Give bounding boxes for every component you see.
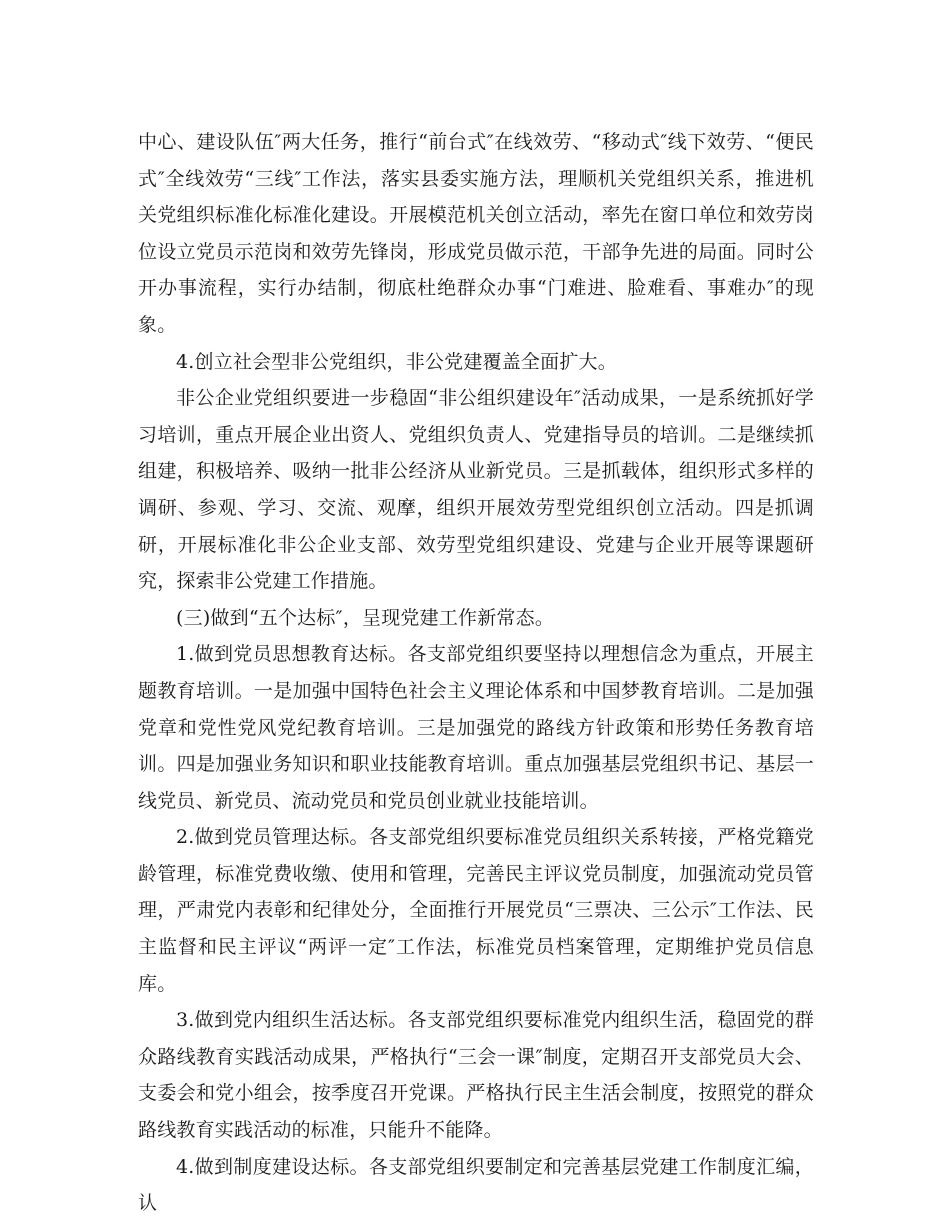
paragraph-item-2: 2.做到党员管理达标。各支部党组织要标准党员组织关系转接，严格党籍党龄管理，标准党费收缴、使用和管理，完善民主评议党员制度，加强流动党员管理，严肃党内表彰和纪律处分，全面推行开展党员“三票决、三公示″工作法、民主监督和民主评议“两评一定″工作法，标准党员档案管理，定期维护党员信息库。 bbox=[138, 826, 814, 995]
document-page bbox=[138, 124, 814, 1222]
paragraph-item-3: 3.做到党内组织生活达标。各支部党组织要标准党内组织生活，稳固党的群众路线教育实践活动成果，严格执行“三会一课″制度，定期召开支部党员大会、支委会和党小组会，按季度召开党课。严格执行民主生活会制度，按照党的群众路线教育实践活动的标准，只能升不能降。 bbox=[138, 1009, 814, 1142]
paragraph-body: 非公企业党组织要进一步稳固“非公组织建设年″活动成果，一是系统抓好学习培训，重点开展企业出资人、党组织负责人、党建指导员的培训。二是继续抓组建，积极培养、吸纳一批非公经济从业新党员。三是抓载体，组织形式多样的调研、参观、学习、交流、观摩，组织开展效劳型党组织创立活动。四是抓调研，开展标准化非公企业支部、效劳型党组织建设、党建与企业开展等课题研究，探索非公党建工作措施。 bbox=[138, 387, 814, 593]
paragraph-heading-4: 4.创立社会型非公党组织，非公党建覆盖全面扩大。 bbox=[176, 350, 617, 373]
paragraph-item-1: 1.做到党员思想教育达标。各支部党组织要坚持以理想信念为重点，开展主题教育培训。一是加强中国特色社会主义理论体系和中国梦教育培训。二是加强党章和党性党风党纪教育培训。三是加强党的路线方针政策和形势任务教育培训。四是加强业务知识和职业技能教育培训。重点加强基层党组织书记、基层一线党员、新党员、流动党员和党员创业就业技能培训。 bbox=[138, 643, 814, 812]
section-heading-3: (三)做到“五个达标″，呈现党建工作新常态。 bbox=[176, 606, 555, 629]
paragraph-continued: 中心、建设队伍″两大任务，推行“前台式″在线效劳、“移动式″线下效劳、“便民式″全线效劳“三线″工作法，落实县委实施方法，理顺机关党组织关系，推进机关党组织标准化标准化建设。开展模范机关创立活动，率先在窗口单位和效劳岗位设立党员示范岗和效劳先锋岗，形成党员做示范，干部争先进的局面。同时公开办事流程，实行办结制，彻底杜绝群众办事“门难进、脸难看、事难办″的现象。 bbox=[138, 131, 814, 336]
paragraph-item-4: 4.做到制度建设达标。各支部党组织要制定和完善基层党建工作制度汇编，认 bbox=[138, 1155, 814, 1215]
